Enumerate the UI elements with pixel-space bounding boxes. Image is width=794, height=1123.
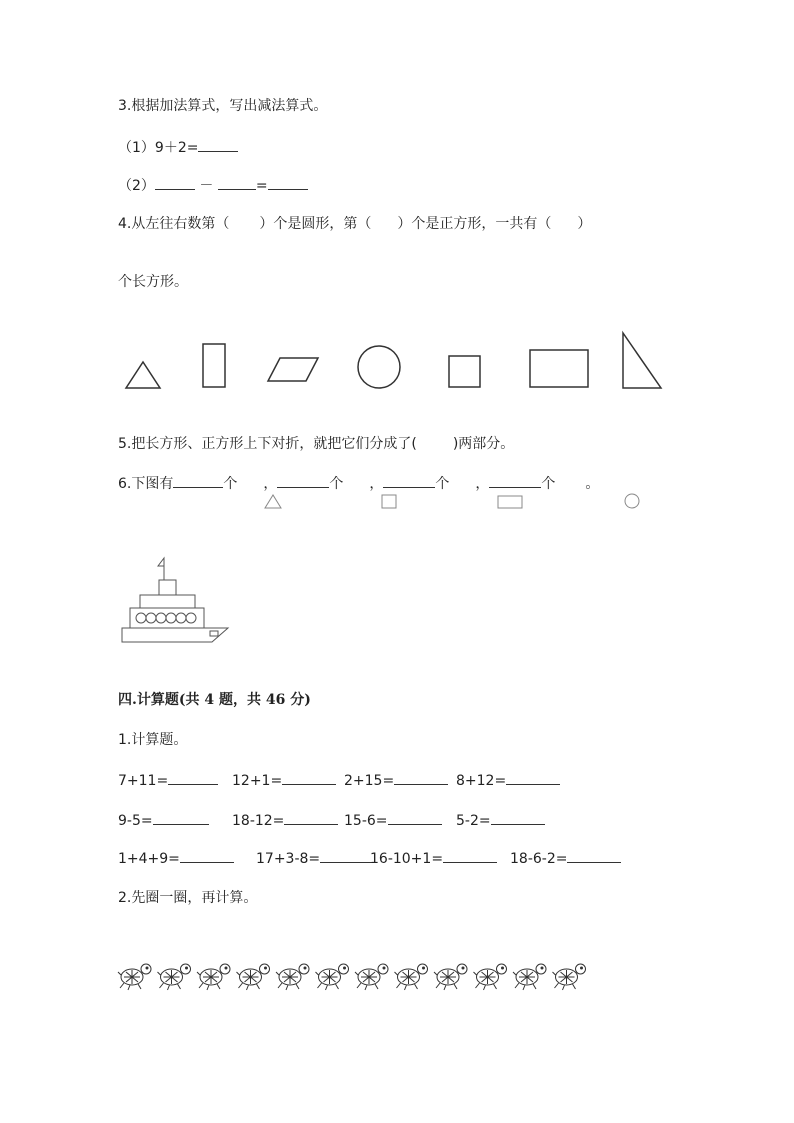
turtle-icon bbox=[316, 964, 349, 990]
q6-unit-1: 个 bbox=[223, 476, 238, 492]
q4-text-1: 4.从左往右数第（ bbox=[118, 216, 230, 232]
turtle-icon bbox=[513, 964, 546, 990]
calc-problem: 7+11= bbox=[118, 773, 169, 789]
q3-line-1-text: （1）9＋2= bbox=[118, 140, 199, 156]
calc-problem: 9-5= bbox=[118, 813, 153, 829]
calc-problem: 2+15= bbox=[344, 773, 395, 789]
calc-problem: 5-2= bbox=[456, 813, 491, 829]
turtle-icon bbox=[237, 964, 270, 990]
turtle-icon bbox=[158, 964, 191, 990]
q6-comma-2: ， bbox=[369, 476, 384, 492]
q3-line-2-label: （2） bbox=[118, 178, 155, 194]
calc-problem: 18-12= bbox=[232, 813, 285, 829]
q6-end: 。 bbox=[585, 476, 600, 492]
calc-problem: 17+3-8= bbox=[256, 851, 321, 867]
calc-problem: 15-6= bbox=[344, 813, 388, 829]
q6-unit-3: 个 bbox=[435, 476, 450, 492]
q5-text-2: )两部分。 bbox=[452, 436, 515, 452]
q5-text-1: 5.把长方形、正方形上下对折，就把它们分成了( bbox=[118, 436, 417, 452]
q4-line-2: 个长方形。 bbox=[118, 274, 188, 290]
turtle-icon bbox=[197, 964, 230, 990]
turtle-icon bbox=[553, 964, 586, 990]
q4-text-3: ）个是正方形，一共有（ bbox=[397, 216, 552, 232]
turtle-icon bbox=[276, 964, 309, 990]
q4-text-2: ）个是圆形，第（ bbox=[259, 216, 372, 232]
turtle-icon bbox=[474, 964, 507, 990]
q6-prefix: 6.下图有 bbox=[118, 476, 174, 492]
calc-problem: 1+4+9= bbox=[118, 851, 180, 867]
turtle-icon bbox=[355, 964, 388, 990]
q3-title: 3.根据加法算式，写出减法算式。 bbox=[118, 98, 328, 114]
q3-minus-sign: － bbox=[199, 178, 214, 194]
calc-2-title: 2.先圈一圈，再计算。 bbox=[118, 890, 258, 906]
section-4-title: 四.计算题(共 4 题，共 46 分) bbox=[118, 692, 311, 708]
q4-text-4: ） bbox=[577, 216, 592, 232]
q6-comma-1: ， bbox=[263, 476, 278, 492]
q6-comma-3: ， bbox=[475, 476, 490, 492]
calc-problem: 8+12= bbox=[456, 773, 507, 789]
calc-1-title: 1.计算题。 bbox=[118, 732, 188, 748]
calc-problem: 16-10+1= bbox=[370, 851, 444, 867]
q6-unit-2: 个 bbox=[329, 476, 344, 492]
turtle-icon bbox=[118, 964, 151, 990]
q6-unit-4: 个 bbox=[541, 476, 556, 492]
turtle-icon bbox=[395, 964, 428, 990]
turtle-icon bbox=[434, 964, 467, 990]
calc-problem: 12+1= bbox=[232, 773, 283, 789]
q3-equals-sign: = bbox=[255, 178, 268, 194]
calc-problem: 18-6-2= bbox=[510, 851, 568, 867]
